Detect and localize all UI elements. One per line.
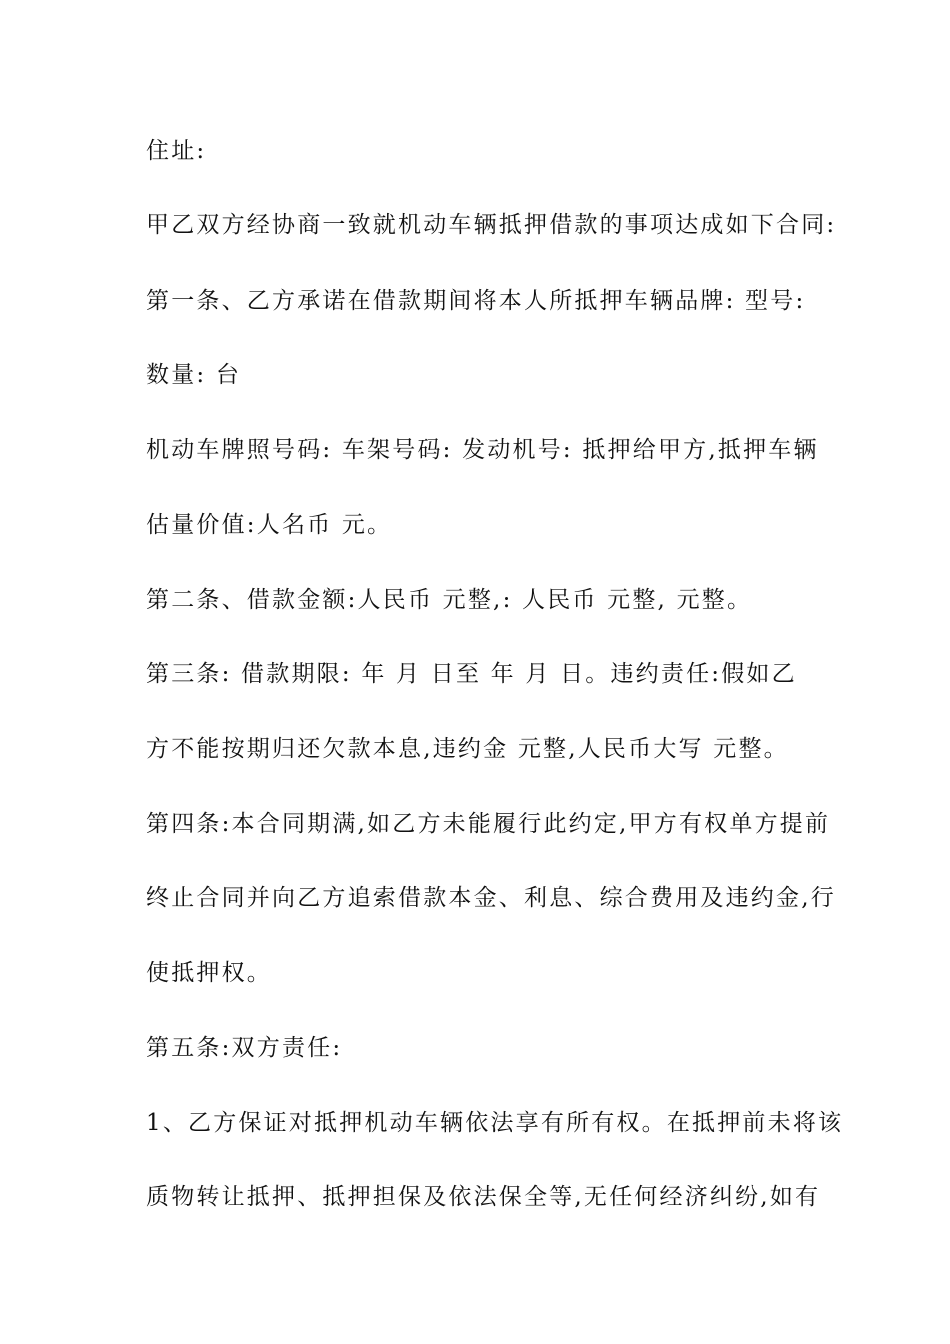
text-line-address: 住址:: [146, 138, 207, 164]
text-line-article-1: 第一条、乙方承诺在借款期间将本人所抵押车辆品牌: 型号:: [146, 288, 806, 314]
text-line-article-2: 第二条、借款金额:人民币 元整,: 人民币 元整, 元整。: [146, 587, 753, 613]
text-line-termination: 终止合同并向乙方追索借款本金、利息、综合费用及违约金,行: [146, 885, 836, 911]
text-line-plate-number: 机动车牌照号码: 车架号码: 发动机号: 抵押给甲方,抵押车辆: [146, 437, 819, 463]
text-line-quantity: 数量: 台: [146, 362, 242, 388]
text-line-article-4: 第四条:本合同期满,如乙方未能履行此约定,甲方有权单方提前: [146, 811, 831, 837]
text-line-article-3: 第三条: 借款期限: 年 月 日至 年 月 日。违约责任:假如乙: [146, 661, 797, 687]
text-line-estimated-value: 估量价值:人名币 元。: [146, 512, 393, 538]
text-line-clause-1-cont: 质物转让抵押、抵押担保及依法保全等,无任何经济纠纷,如有: [146, 1184, 821, 1210]
text-line-mortgage-right: 使抵押权。: [146, 960, 272, 986]
text-line-penalty: 方不能按期归还欠款本息,违约金 元整,人民币大写 元整。: [146, 736, 789, 762]
text-line-agreement: 甲乙双方经协商一致就机动车辆抵押借款的事项达成如下合同:: [146, 212, 837, 238]
text-line-article-5: 第五条:双方责任:: [146, 1035, 343, 1061]
text-line-clause-1: 1、乙方保证对抵押机动车辆依法享有所有权。在抵押前未将该: [146, 1110, 844, 1136]
